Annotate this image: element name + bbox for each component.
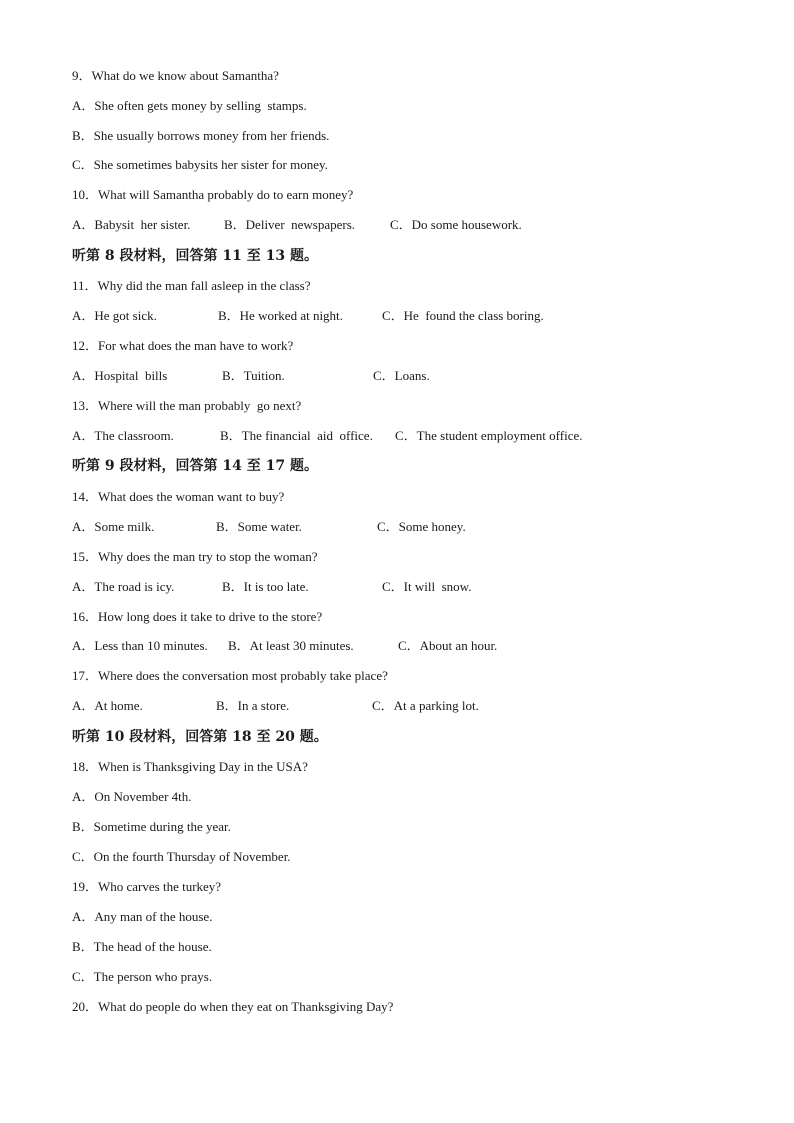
- question-17-stem: 17．Where does the conversation most probably take place?: [72, 668, 388, 683]
- question-15-option-b: B．It is too late.: [222, 579, 309, 594]
- section-heading-8: 听第 8 段材料，回答第 11 至 13 题。: [72, 248, 318, 264]
- question-15-option-a: A．The road is icy.: [72, 579, 175, 594]
- question-11-option-b: B．He worked at night.: [218, 308, 343, 323]
- question-12-option-b: B．Tuition.: [222, 368, 285, 383]
- question-18-stem: 18．When is Thanksgiving Day in the USA?: [72, 759, 308, 774]
- question-14-option-a: A．Some milk.: [72, 519, 155, 534]
- question-18-option-c: C．On the fourth Thursday of November.: [72, 849, 291, 864]
- question-9-stem: 9．What do we know about Samantha?: [72, 68, 279, 83]
- question-13-option-b: B．The financial aid office.: [220, 428, 373, 443]
- question-13-option-c: C．The student employment office.: [395, 428, 583, 443]
- question-12-option-a: A．Hospital bills: [72, 368, 168, 383]
- question-14-stem: 14．What does the woman want to buy?: [72, 489, 285, 504]
- question-10-stem: 10．What will Samantha probably do to earn money?: [72, 187, 354, 202]
- question-15-option-c: C．It will snow.: [382, 579, 472, 594]
- question-9-option-b: B．She usually borrows money from her friends.: [72, 128, 330, 143]
- question-19-option-b: B．The head of the house.: [72, 939, 212, 954]
- question-13-option-a: A．The classroom.: [72, 428, 174, 443]
- question-15-stem: 15．Why does the man try to stop the woman?: [72, 549, 318, 564]
- question-18-option-a: A．On November 4th.: [72, 789, 192, 804]
- question-11-stem: 11．Why did the man fall asleep in the class?: [72, 278, 311, 293]
- question-19-option-c: C．The person who prays.: [72, 969, 213, 984]
- question-11-option-c: C．He found the class boring.: [382, 308, 544, 323]
- section-heading-9: 听第 9 段材料，回答第 14 至 17 题。: [72, 458, 318, 474]
- question-20-stem: 20．What do people do when they eat on Thanksgiving Day?: [72, 999, 394, 1014]
- question-19-option-a: A．Any man of the house.: [72, 909, 213, 924]
- question-9-option-a: A．She often gets money by selling stamps.: [72, 98, 307, 113]
- question-12-stem: 12．For what does the man have to work?: [72, 338, 294, 353]
- question-17-option-c: C．At a parking lot.: [372, 698, 479, 713]
- question-12-option-c: C．Loans.: [373, 368, 430, 383]
- question-16-option-a: A．Less than 10 minutes.: [72, 638, 208, 653]
- question-19-stem: 19．Who carves the turkey?: [72, 879, 222, 894]
- question-13-stem: 13．Where will the man probably go next?: [72, 398, 302, 413]
- question-18-option-b: B．Sometime during the year.: [72, 819, 231, 834]
- question-14-option-c: C．Some honey.: [377, 519, 466, 534]
- question-17-option-b: B．In a store.: [216, 698, 290, 713]
- question-16-stem: 16．How long does it take to drive to the store?: [72, 609, 323, 624]
- question-10-option-b: B．Deliver newspapers.: [224, 217, 356, 232]
- question-16-option-c: C．About an hour.: [398, 638, 498, 653]
- question-16-option-b: B．At least 30 minutes.: [228, 638, 354, 653]
- question-10-option-c: C．Do some housework.: [390, 217, 522, 232]
- question-14-option-b: B．Some water.: [216, 519, 302, 534]
- section-heading-10: 听第 10 段材料，回答第 18 至 20 题。: [72, 729, 328, 745]
- question-17-option-a: A．At home.: [72, 698, 143, 713]
- question-10-option-a: A．Babysit her sister.: [72, 217, 191, 232]
- question-9-option-c: C．She sometimes babysits her sister for money.: [72, 157, 328, 172]
- question-11-option-a: A．He got sick.: [72, 308, 157, 323]
